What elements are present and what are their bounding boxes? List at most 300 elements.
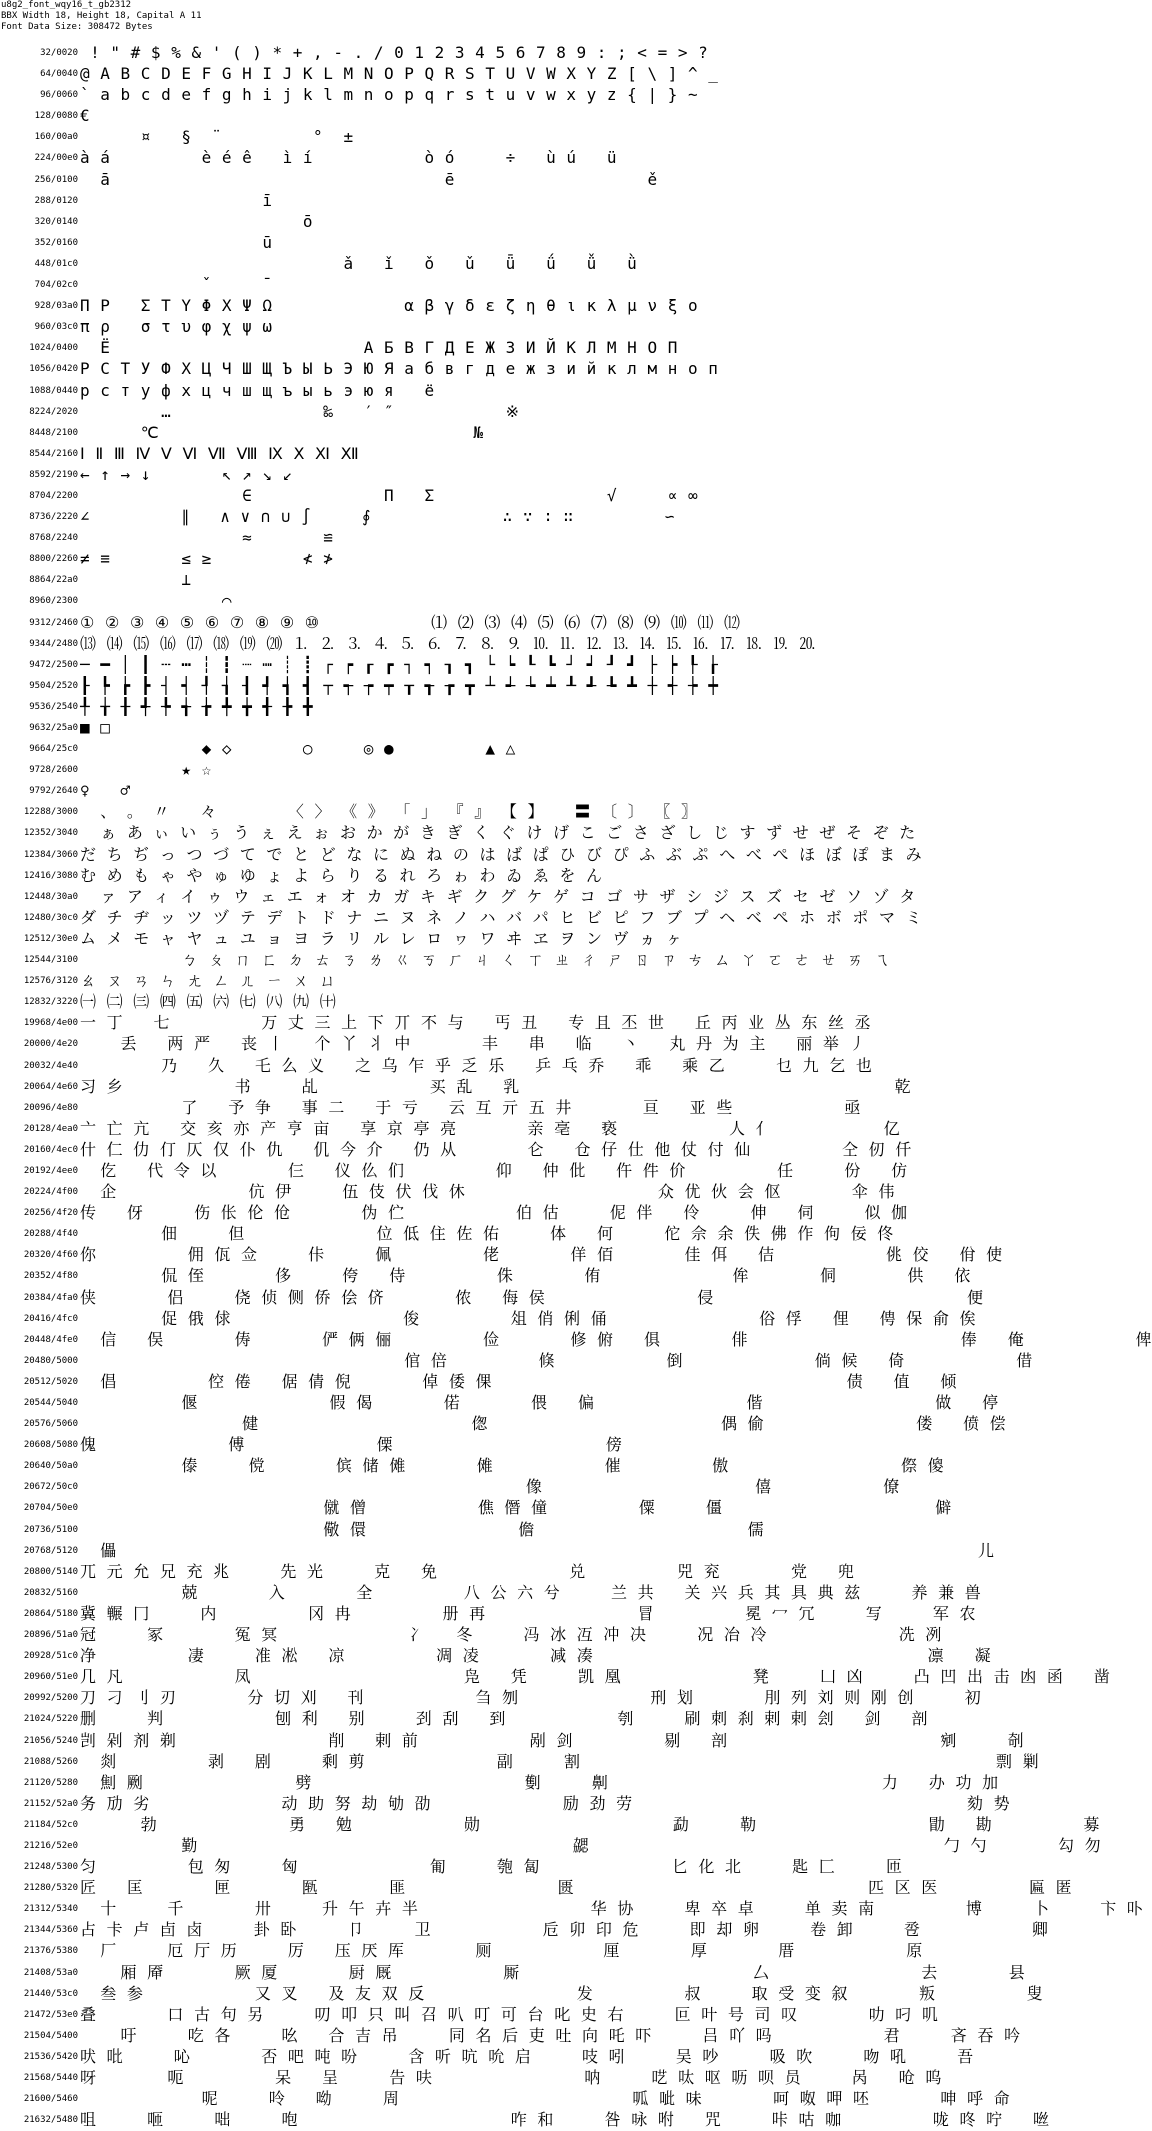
code-point-label: 21248/5300 [23,1862,78,1873]
glyph-sequence: ╀ ╁ ╂ ╃ ╄ ╅ ╆ ╇ ╈ ╉ ╊ ╋ [80,696,314,716]
code-point-label: 8224/2020 [29,406,78,417]
code-point-label: 21344/5360 [23,1925,78,1936]
glyph-row [0,1793,1011,1815]
glyph-sequence: ★ ☆ [80,760,212,780]
code-point-label: 21504/5400 [23,2030,78,2041]
glyph-row [0,781,682,802]
glyph-row [0,1540,995,1562]
glyph-row [0,1245,1003,1266]
code-point-label: 8544/2160 [29,448,78,459]
glyph-row [0,929,682,950]
glyph-row [0,612,741,634]
glyph-sequence: ㈠ ㈡ ㈢ ㈣ ㈤ ㈥ ㈦ ㈧ ㈨ ㈩ [80,992,337,1012]
glyph-sequence: 匀 包 匆 匈 匍 匏 匐 匕 化 北 匙 匚 匝 [80,1857,903,1877]
code-point-label: 448/01c0 [34,258,78,269]
code-point-label: 20096/4e80 [23,1102,78,1113]
code-point-label: 21056/5240 [23,1735,78,1746]
glyph-sequence: à á è é ê ì í ò ó ÷ ù ú ü [80,148,618,168]
glyph-row [0,1308,977,1330]
glyph-row [0,64,719,85]
glyph-sequence: ← ↑ → ↓ ↖ ↗ ↘ ↙ [80,464,293,484]
code-point-label: 288/0120 [34,195,78,206]
glyph-sequence: 儆 儇 儋 儒 [80,1519,765,1539]
glyph-row [0,1962,1026,1984]
glyph-sequence: 倌 倍 倏 倒 倘 候 倚 借 [80,1350,1033,1370]
glyph-sequence: 剡 剥 剧 剩 剪 副 割 剽 剿 [80,1751,1040,1771]
glyph-sequence: ┠ ┡ ┢ ┣ ┤ ┥ ┦ ┧ ┨ ┩ ┪ ┫ ┬ ┭ ┮ ┯ ┰ ┱ ┲ ┳ ┴ ┵ ┶ ┷ ┸ ┹ ┺ ┻ ┼ ┽ ┾ ┿ [80,675,719,695]
glyph-row [0,1646,992,1667]
glyph-sequence: 刀 刁 刂 刃 分 切 刈 刊 刍 刎 刑 划 刖 列 刘 则 刚 创 初 [80,1688,982,1708]
glyph-row [0,1857,903,1878]
code-point-label: 12352/3040 [23,828,78,839]
glyph-sequence: Р С Т У Ф Х Ц Ч Ш Щ Ъ Ы Ь Э Ю Я а б в г д е ж з и й к л м н о п [80,359,719,379]
glyph-row [0,1266,971,1287]
glyph-row [0,2025,1021,2047]
glyph-row [0,1097,861,1119]
glyph-row [0,1899,1144,1920]
glyph-sequence: 儡 儿 [80,1540,995,1560]
code-point-label: 20672/50c0 [23,1482,78,1493]
glyph-row [0,127,682,148]
glyph-row [0,1772,999,1794]
glyph-sequence: ˇ ˉ [80,275,273,295]
code-point-label: 20192/4ee0 [23,1165,78,1176]
glyph-sequence: 兀 元 允 兄 充 兆 先 光 克 免 兑 兕 兖 党 兜 [80,1561,855,1581]
code-point-label: 20640/50a0 [23,1461,78,1472]
glyph-row [0,1561,855,1583]
glyph-sequence: 一 丁 七 万 丈 三 上 下 丌 不 与 丐 丑 专 且 丕 世 丘 丙 业 丛 东 丝 丞 [80,1013,872,1033]
glyph-row [0,254,682,275]
code-point-label: 19968/4e00 [23,1018,78,1029]
glyph-sequence: ダ チ ヂ ッ ツ ヅ テ デ ト ド ナ ニ ヌ ネ ノ ハ バ パ ヒ ビ ピ フ ブ プ ヘ ベ ペ ホ ボ ポ マ ミ [80,907,923,927]
glyph-sequence: ⌒ [80,591,232,611]
glyph-sequence: 十 千 卅 升 午 卉 半 华 协 卑 卒 卓 单 卖 南 博 卜 卞 卟 [80,1899,1144,1919]
glyph-sequence: 匠 匡 匣 匦 匪 匮 匹 区 医 匾 匿 [80,1878,1073,1898]
code-point-label: 21280/5320 [23,1883,78,1894]
glyph-sequence: ⊥ [80,570,192,590]
code-point-label: 21120/5280 [23,1777,78,1788]
glyph-row [0,1709,928,1730]
code-point-label: 21536/5420 [23,2051,78,2062]
glyph-sequence: ℃ № [80,422,484,442]
glyph-row [0,1730,1025,1752]
glyph-sequence: 吁 吃 各 吆 合 吉 吊 同 名 后 吏 吐 向 吒 吓 吕 吖 吗 君 吝 吞 吟 [80,2025,1021,2045]
glyph-row [0,1456,945,1477]
code-point-label: 12576/3120 [23,976,78,987]
glyph-sequence: 了 予 争 事 二 于 亏 云 互 亓 五 井 亘 亚 些 亟 [80,1097,861,1117]
font-data-size: Font Data Size: 308472 Bytes [1,22,153,32]
glyph-sequence: 冠 冢 冤 冥 冫 冬 冯 冰 冱 冲 决 况 冶 冷 冼 冽 [80,1625,942,1645]
glyph-row [0,485,699,507]
glyph-sequence: 促 俄 俅 俊 俎 俏 俐 俑 俗 俘 俚 俜 保 俞 俟 [80,1308,977,1328]
code-point-label: 8864/22a0 [29,575,78,586]
glyph-sequence: 呢 呤 呦 周 呱 呲 味 呵 呶 呷 呸 呻 呼 命 [80,2089,1011,2109]
glyph-sequence: ō [80,211,314,231]
glyph-sequence: 、 。 〃 々 〈 〉 《 》 「 」 『 』 【 】 〓 〔 〕 〖 〗 [80,802,698,822]
glyph-row [0,1582,982,1604]
code-point-label: 12512/30e0 [23,933,78,944]
glyph-row [0,823,916,844]
glyph-row [0,2110,1050,2131]
code-point-label: 8448/2100 [29,427,78,438]
glyph-sequence: 像 僖 僚 [80,1477,900,1497]
glyph-row [0,718,682,739]
glyph-sequence: 厢 厣 厥 厦 厨 厩 厮 厶 去 县 [80,1962,1026,1982]
code-point-label: 32/0020 [40,48,78,58]
code-point-label: 1024/0400 [29,343,78,354]
code-point-label: 12544/3100 [23,955,78,966]
glyph-row [0,697,682,718]
glyph-row [0,317,682,338]
glyph-sequence: 务 劢 劣 动 助 努 劫 劬 劭 励 劲 劳 劾 势 [80,1793,1011,1813]
code-point-label: 21312/5340 [23,1904,78,1915]
glyph-sequence: ㄠ ㄡ ㄢ ㄣ ㄤ ㄥ ㄦ ㄧ ㄨ ㄩ [80,971,337,991]
glyph-sequence: ム メ モ ャ ヤ ュ ユ ョ ヨ ラ リ ル レ ロ ヮ ワ ヰ ヱ ヲ ン ヴ ヵ ヶ [80,928,683,948]
code-point-label: 160/00a0 [34,132,78,143]
glyph-row [0,1625,942,1646]
glyph-sequence: ū [80,232,273,252]
glyph-row [0,359,719,380]
glyph-row [0,528,682,549]
glyph-row [0,1287,984,1309]
code-point-label: 20800/5140 [23,1566,78,1577]
glyph-row [0,591,682,612]
code-point-label: 8960/2300 [29,596,78,607]
code-point-label: 21376/5380 [23,1946,78,1957]
glyph-row [0,1667,1111,1688]
glyph-row [0,950,891,971]
glyph-sequence: 乃 久 乇 么 义 之 乌 乍 乎 乏 乐 乒 乓 乔 乖 乘 乙 乜 九 乞 也 [80,1055,873,1075]
code-point-label: 704/02c0 [34,280,78,291]
code-point-label: 20480/5000 [23,1355,78,1366]
code-point-label: 21024/5220 [23,1714,78,1725]
glyph-sequence: 习 乡 书 乩 买 乱 乳 乾 [80,1076,912,1096]
glyph-row [0,233,682,254]
glyph-row [0,866,682,887]
glyph-sequence: 冀 冁 冂 内 冈 冉 册 再 冒 冕 冖 冗 写 军 农 [80,1603,977,1623]
glyph-sequence: 叁 参 又 叉 及 友 双 反 发 叔 取 受 变 叙 叛 叟 [80,1983,1044,2003]
code-point-label: 20384/4fa0 [23,1292,78,1303]
glyph-sequence: 剀 剁 剂 剃 削 剌 前 剐 剑 剔 剖 剜 剞 [80,1730,1025,1750]
glyph-row [0,1329,1152,1351]
glyph-sequence: € [80,106,91,126]
code-point-label: 21184/52c0 [23,1819,78,1830]
glyph-row [0,465,682,486]
glyph-sequence: 叠 口 古 句 另 叨 叩 只 叫 召 叭 叮 可 台 叱 史 右 叵 叶 号 司 叹 叻 叼 叽 [80,2004,939,2024]
glyph-sequence: だ ち ぢ っ つ づ て で と ど な に ぬ ね の は ば ぱ ひ び ぴ ふ ぶ ぷ へ べ ぺ ほ ぼ ぽ ま み [80,844,923,864]
code-point-label: 20416/4fc0 [23,1313,78,1324]
code-point-label: 20576/5060 [23,1419,78,1430]
code-point-label: 12448/30a0 [23,891,78,902]
glyph-row [0,907,923,929]
font-header [1,0,201,33]
code-point-label: 9792/2640 [29,786,78,797]
code-point-label: 9472/2500 [29,659,78,670]
glyph-row [0,633,816,655]
glyph-row [0,2004,939,2026]
glyph-row [0,507,682,528]
code-point-label: 20256/4f20 [23,1208,78,1219]
glyph-sequence: … ‰ ′ ″ ※ [80,401,520,421]
glyph-table [0,43,1152,2131]
code-point-label: 21088/5260 [23,1756,78,1767]
code-point-label: 20064/4e60 [23,1081,78,1092]
glyph-sequence: ≈ ≌ [80,528,334,548]
glyph-row [0,1814,1100,1836]
glyph-row [0,1519,765,1541]
glyph-sequence: ∠ ∥ ∧ ∨ ∩ ∪ ∫ ∮ ∴ ∵ ∶ ∷ ∽ [80,507,675,527]
glyph-sequence: 你 佣 佤 佥 佧 佩 佬 佯 佰 佳 佴 佶 佻 佼 佾 使 [80,1245,1003,1265]
code-point-label: 9344/2480 [29,638,78,649]
glyph-row [0,1498,952,1519]
glyph-sequence: ≠ ≡ ≤ ≥ ≮ ≯ [80,549,334,569]
code-point-label: 9312/2460 [29,617,78,628]
glyph-row [0,1477,900,1498]
code-point-label: 20032/4e40 [23,1060,78,1071]
code-point-label: 20448/4fe0 [23,1334,78,1345]
code-point-label: 8736/2220 [29,512,78,523]
glyph-row [0,1393,999,1414]
font-name: u8g2_font_wqy16_t_gb2312 [1,0,132,10]
bbx-info: BBX Width 18, Height 18, Capital A 11 [1,11,202,21]
glyph-row [0,296,699,317]
glyph-row [0,1350,1033,1372]
glyph-row [0,1603,977,1625]
glyph-row [0,2068,942,2089]
glyph-sequence: 传 伢 伤 伥 伦 伧 伪 伫 伯 估 伲 伴 伶 伸 伺 似 伽 [80,1203,908,1223]
code-point-label: 8768/2240 [29,533,78,544]
glyph-row [0,1055,873,1077]
glyph-sequence: ¤ § ¨ ° ± [80,127,354,147]
glyph-sequence: 侠 侣 侥 侦 侧 侨 侩 侪 侬 侮 侯 侵 便 [80,1287,984,1307]
code-point-label: 12832/3220 [23,997,78,1008]
glyph-sequence: 劁 劂 劈 劐 劓 力 办 功 加 [80,1772,999,1792]
glyph-row [0,1941,923,1962]
glyph-sequence: ǎ ǐ ǒ ǔ ǖ ǘ ǚ ǜ [80,253,638,273]
glyph-sequence: 丢 两 严 丧 丨 个 丫 丬 中 丰 串 临 丶 丸 丹 为 主 丽 举 丿 [80,1034,866,1054]
glyph-row [0,1751,1040,1773]
glyph-row [0,1983,1044,2005]
glyph-row [0,1182,895,1203]
glyph-sequence: ㄅ ㄆ ㄇ ㄈ ㄉ ㄊ ㄋ ㄌ ㄍ ㄎ ㄏ ㄐ ㄑ ㄒ ㄓ ㄔ ㄕ ㄖ ㄗ ㄘ ㄙ ㄚ ㄛ ㄜ ㄝ ㄞ ㄟ [80,950,891,970]
glyph-row [0,1414,1007,1435]
glyph-row [0,760,682,781]
glyph-sequence: 佃 但 位 低 住 佐 佑 体 何 佗 佘 余 佚 佛 作 佝 佞 佟 [80,1224,894,1244]
code-point-label: 320/0140 [34,216,78,227]
glyph-row [0,106,682,127]
glyph-sequence: 呀 呃 呆 呈 告 呋 呐 呓 呔 呕 呖 呗 员 呙 呛 呜 [80,2068,942,2087]
glyph-sequence: 仡 代 令 以 仨 仪 仫 们 仰 仲 仳 仵 件 价 任 份 仿 [80,1160,908,1180]
code-point-label: 928/03a0 [34,301,78,312]
glyph-sequence: 什 仁 仂 仃 仄 仅 仆 仇 仉 今 介 仍 从 仑 仓 仔 仕 他 仗 付 仙 仝 仞 仟 [80,1139,912,1159]
glyph-sequence: 厂 厄 厅 历 厉 压 厌 厍 厕 厘 厚 厝 原 [80,1941,923,1961]
code-point-label: 20864/5180 [23,1608,78,1619]
glyph-row [0,675,719,697]
glyph-row [0,549,682,570]
code-point-label: 12288/3000 [23,807,78,818]
code-point-label: 20736/5100 [23,1524,78,1535]
glyph-row [0,992,682,1013]
code-point-label: 20544/5040 [23,1398,78,1408]
glyph-sequence: 咀 咂 咄 咆 咋 和 咎 咏 咐 咒 咔 咕 咖 咙 咚 咛 咝 [80,2110,1050,2130]
code-point-label: 9664/25c0 [29,744,78,755]
code-point-label: 1088/0440 [29,385,78,396]
code-point-label: 224/00e0 [34,153,78,164]
glyph-sequence: ◆ ◇ ○ ◎ ● ▲ △ [80,739,516,759]
glyph-sequence: 傣 傥 傧 储 傩 傩 催 傲 傺 傻 [80,1456,945,1476]
glyph-row [0,1435,682,1456]
glyph-row [0,381,682,402]
glyph-row [0,444,682,465]
glyph-sequence: 信 俣 俦 俨 俩 俪 俭 修 俯 俱 俳 俸 俺 俾 [80,1329,1152,1349]
glyph-row [0,1224,894,1245]
code-point-label: 21472/53e0 [23,2009,78,2020]
glyph-sequence: 侃 侄 侈 侉 侍 侏 侑 侔 侗 供 依 [80,1266,971,1286]
glyph-row [0,212,682,233]
glyph-sequence: @ A B C D E F G H I J K L M N O P Q R S T U V W X Y Z [ \ ] ^ _ [80,64,719,84]
glyph-sequence: π ρ σ τ υ φ χ ψ ω [80,317,273,337]
code-point-label: 8800/2260 [29,554,78,565]
code-point-label: 1056/0420 [29,364,78,375]
glyph-sequence: ① ② ③ ④ ⑤ ⑥ ⑦ ⑧ ⑨ ⑩ ⑴ ⑵ ⑶ ⑷ ⑸ ⑹ ⑺ ⑻ ⑼ ⑽ ⑾ ⑿ [80,612,741,632]
glyph-row [0,802,698,823]
glyph-row [0,971,682,992]
glyph-sequence: ぁ あ ぃ い ぅ う ぇ え ぉ お か が き ぎ く ぐ け げ こ ご さ ざ し じ す ず せ ぜ そ ぞ た [80,823,916,843]
glyph-sequence: ī [80,190,273,210]
glyph-sequence: ─ ━ │ ┃ ┄ ┅ ┆ ┇ ┈ ┉ ┊ ┋ ┌ ┍ ┎ ┏ ┐ ┑ ┒ ┓ └ ┕ ┖ ┗ ┘ ┙ ┚ ┛ ├ ┝ ┞ ┟ [80,654,719,674]
glyph-row [0,402,682,423]
glyph-row [0,1688,982,1709]
code-point-label: 21568/5440 [23,2073,78,2083]
glyph-sequence: 健 偬 偶 偷 偻 偾 偿 [80,1414,1007,1434]
glyph-row [0,1160,908,1182]
glyph-sequence: р с т у ф х ц ч ш щ ъ ы ь э ю я ё [80,380,435,400]
glyph-sequence: 勃 勇 勉 勋 勐 勒 勖 勘 募 [80,1814,1100,1834]
code-point-label: 20160/4ec0 [23,1144,78,1155]
glyph-sequence: 兢 入 全 八 公 六 兮 兰 共 关 兴 兵 其 具 典 兹 养 兼 兽 [80,1582,982,1602]
code-point-label: 64/0040 [40,69,78,80]
glyph-sequence: ■ □ [80,718,111,737]
glyph-row [0,1371,957,1393]
code-point-label: 21152/52a0 [23,1798,78,1809]
code-point-label: 9728/2600 [29,765,78,776]
glyph-row [0,570,682,591]
code-point-label: 20704/50e0 [23,1503,78,1514]
glyph-sequence: ` a b c d e f g h i j k l m n o p q r s t u v w x y z { | } ~ [80,85,699,105]
glyph-row [0,1203,908,1224]
glyph-row [0,844,923,866]
code-point-label: 20896/51a0 [23,1630,78,1641]
glyph-sequence: 勤 勰 勹 勺 勾 勿 [80,1835,1102,1855]
glyph-sequence: Π Ρ Σ Τ Υ Φ Χ Ψ Ω α β γ δ ε ζ η θ ι κ λ μ ν ξ ο [80,296,699,316]
glyph-sequence: 净 凄 准 凇 凉 凋 凌 减 凑 凛 凝 [80,1646,992,1666]
glyph-sequence: 删 判 刨 利 别 刭 刮 到 刳 刷 刺 刹 剌 剌 刽 剑 剖 [80,1709,928,1729]
glyph-sequence: 几 凡 凤 凫 凭 凯 凰 凳 凵 凶 凸 凹 出 击 凼 函 凿 [80,1667,1111,1687]
code-point-label: 20608/5080 [23,1440,78,1451]
glyph-sequence: ♀ ♂ [80,781,131,801]
glyph-row [0,423,682,444]
code-point-label: 128/0080 [34,111,78,122]
code-point-label: 21632/5480 [23,2115,78,2126]
glyph-row [0,85,699,106]
glyph-sequence: Ё А Б В Г Д Е Ж З И Й К Л М Н О П [80,338,678,358]
code-point-label: 12416/3080 [23,870,78,881]
glyph-sequence: 傀 傅 傈 傍 [80,1435,623,1455]
glyph-sequence: 倡 倥 倦 倨 倩 倪 倬 倭 倮 债 值 倾 [80,1371,957,1391]
glyph-row [0,1920,1049,1941]
glyph-sequence: 企 伉 伊 伍 伎 伏 伐 休 众 优 伙 会 伛 伞 伟 [80,1182,895,1202]
glyph-sequence: 吠 吡 吣 否 吧 吨 吩 含 听 吭 吮 启 吱 吲 吴 吵 吸 吹 吻 吼 吾 [80,2046,974,2066]
glyph-row [0,1878,1073,1899]
glyph-row [0,170,682,191]
glyph-row [0,148,682,169]
glyph-sequence: ァ ア ィ イ ゥ ウ ェ エ ォ オ カ ガ キ ギ ク グ ケ ゲ コ ゴ サ ザ シ ジ ス ズ セ ゼ ソ ゾ タ [80,886,916,906]
code-point-label: 20224/4f00 [23,1187,78,1198]
code-point-label: 96/0060 [40,90,78,101]
code-point-label: 20928/51c0 [23,1651,78,1662]
glyph-row [0,1118,901,1140]
glyph-row [0,191,682,212]
code-point-label: 20832/5160 [23,1587,78,1598]
code-point-label: 21440/53c0 [23,1988,78,1999]
glyph-sequence: ∈ Π Σ √ ∝ ∞ [80,485,699,505]
glyph-row [0,43,709,64]
code-point-label: 20288/4f40 [23,1229,78,1240]
glyph-row [0,654,719,676]
glyph-row [0,1139,912,1161]
glyph-row [0,2046,974,2068]
code-point-label: 20320/4f60 [23,1250,78,1261]
code-point-label: 8592/2190 [29,469,78,480]
glyph-row [0,886,916,908]
glyph-sequence: ⒀ ⒁ ⒂ ⒃ ⒄ ⒅ ⒆ ⒇ ⒈ ⒉ ⒊ ⒋ ⒌ ⒍ ⒎ ⒏ ⒐ ⒑ ⒒ ⒓ ⒔ ⒕ ⒖ ⒗ ⒘ ⒙ ⒚ ⒛ [80,633,816,653]
glyph-row [0,1034,866,1055]
glyph-row [0,1013,872,1034]
code-point-label: 20000/4e20 [23,1039,78,1050]
glyph-sequence: 亠 亡 亢 交 亥 亦 产 亨 亩 享 京 亭 亮 亲 亳 亵 人 亻 亿 [80,1118,901,1138]
code-point-label: 21408/53a0 [23,1967,78,1978]
glyph-row [0,1835,1102,1857]
code-point-label: 8704/2200 [29,490,78,501]
code-point-label: 20352/4f80 [23,1271,78,1282]
glyph-row [0,2089,1011,2110]
glyph-sequence: ! " # $ % & ' ( ) * + , - . / 0 1 2 3 4 5 6 7 8 9 : ; < = > ? [80,43,709,62]
code-point-label: 256/0100 [34,174,78,185]
code-point-label: 21216/52e0 [23,1840,78,1851]
glyph-sequence: ā ē ě [80,169,658,189]
glyph-row [0,1076,912,1098]
code-point-label: 9632/25a0 [29,723,78,733]
glyph-sequence: 偃 假 偈 偌 偎 偏 偕 做 停 [80,1393,999,1412]
code-point-label: 20960/51e0 [23,1672,78,1683]
code-point-label: 20992/5200 [23,1693,78,1704]
glyph-row [0,739,682,760]
code-point-label: 20128/4ea0 [23,1123,78,1134]
code-point-label: 12480/30c0 [23,912,78,923]
glyph-row [0,338,682,359]
glyph-sequence: 占 卡 卢 卣 卤 卦 卧 卩 卫 卮 卯 印 危 即 却 卵 卷 卸 卺 卿 [80,1920,1049,1940]
code-point-label: 960/03c0 [34,322,78,333]
code-point-label: 12384/3060 [23,849,78,860]
glyph-sequence: 僦 僧 僬 僭 僮 僳 僵 僻 [80,1498,952,1518]
code-point-label: 9504/2520 [29,680,78,691]
code-point-label: 352/0160 [34,237,78,248]
code-point-label: 9536/2540 [29,701,78,712]
glyph-sequence: Ⅰ Ⅱ Ⅲ Ⅳ Ⅴ Ⅵ Ⅶ Ⅷ Ⅸ Ⅹ Ⅺ Ⅻ [80,443,360,463]
code-point-label: 20768/5120 [23,1545,78,1556]
glyph-sequence: む め も ゃ や ゅ ゆ ょ よ ら り る れ ろ ゎ わ ゐ ゑ を ん [80,865,603,885]
code-point-label: 21600/5460 [23,2094,78,2105]
